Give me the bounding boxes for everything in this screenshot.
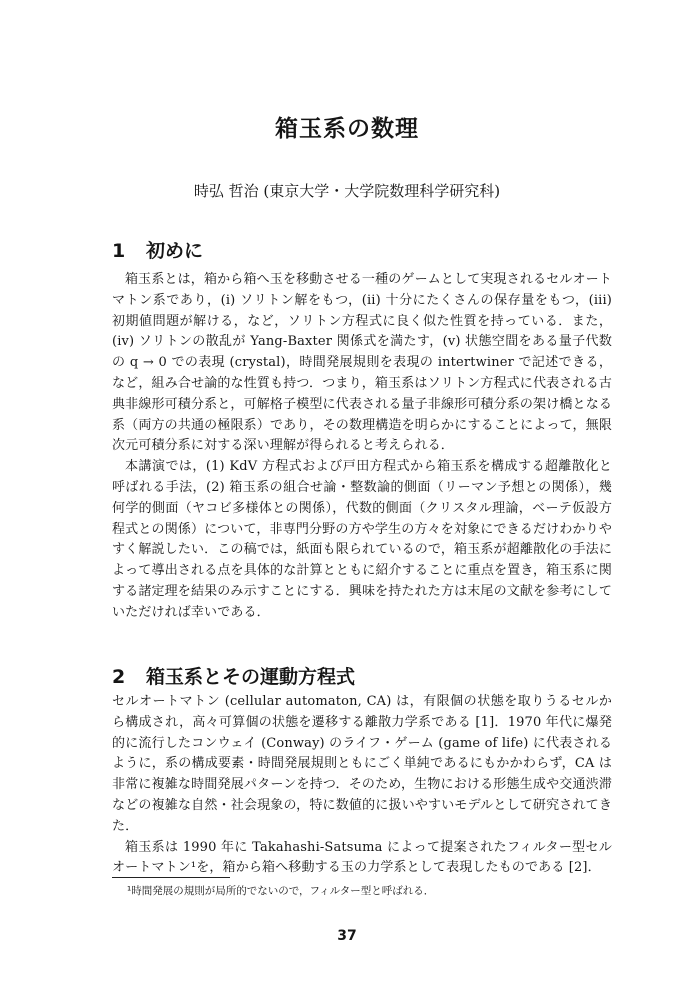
section-2-body: [112, 692, 612, 879]
section-2-title: 箱玉系とその運動方程式: [146, 666, 356, 688]
section-1-heading: [112, 236, 203, 263]
section-2-number: 2: [112, 666, 126, 688]
section-1-number: 1: [112, 240, 126, 262]
section-2-paragraph: 箱玉系は 1990 年に Takahashi-Satsuma によって提案されたフィルター型セルオートマトン¹を，箱から箱へ移動する玉の力学系として表現したものである [2]．: [112, 839, 612, 876]
footnote-rule: [112, 877, 230, 878]
section-2-paragraph: セルオートマトン (cellular automaton, CA) は，有限個の状態を取りうるセルから構成され，高々可算個の状態を遷移する離散力学系である [1]．1970 年代に爆発的に流行したコンウェイ (Conway) のライフ・ゲーム (game of life) に代表されるように，系の構成要素・時間発展規則ともにごく単純であるにもかかわらず，CA は非常に複雑な時間発展パターンを持つ．そのため，生物における形態生成や交通渋滞などの複雑な自然・社会現象の，特に数値的に扱いやすいモデルとして研究されてきた．: [112, 694, 612, 834]
page-number: 37: [337, 928, 357, 944]
section-1-title: 初めに: [146, 240, 204, 262]
author-affiliation: 時弘 哲治 (東京大学・大学院数理科学研究科): [193, 182, 501, 200]
section-1-body: [112, 270, 612, 624]
section-1-paragraph: 箱玉系とは，箱から箱へ玉を移動させる一種のゲームとして実現されるセルオートマトン系であり，(i) ソリトン解をもつ，(ii) 十分にたくさんの保存量をもつ，(iii) 初期値問題が解ける，など，ソリトン方程式に良く似た性質を持っている．また，(iv) ソリトンの散乱が Yang-Baxter 関係式を満たす，(v) 状態空間をある量子代数の q → 0 での表現 (crystal)，時間発展規則を表現の intertwiner で記述できる，など，組み合せ論的な性質も持つ．つまり，箱玉系はソリトン方程式に代表される古典非線形可積分系と，可解格子模型に代表される量子非線形可積分系の架け橋となる系（両方の共通の極限系）であり，その数理構造を明らかにすることによって，無限次元可積分系に対する深い理解が得られると考えられる．: [112, 272, 612, 454]
footnote: ¹時間発展の規則が局所的でないので，フィルター型と呼ばれる．: [127, 885, 435, 897]
section-1-paragraph: 本講演では，(1) KdV 方程式および戸田方程式から箱玉系を構成する超離散化と呼ばれる手法，(2) 箱玉系の組合せ論・整数論的側面（リーマン予想との関係），幾何学的側面（ヤコビ多様体との関係），代数的側面（クリスタル理論，ベーテ仮設方程式との関係）について，非専門分野の方や学生の方々を対象にできるだけわかりやすく解説したい．この稿では，紙面も限られているので，箱玉系が超離散化の手法によって導出される点を具体的な計算とともに紹介することに重点を置き，箱玉系に関する諸定理を結果のみ示すことにする．興味を持たれた方は末尾の文献を参考にしていただければ幸いである．: [112, 459, 612, 620]
section-2-heading: [112, 662, 355, 689]
paper-title: 箱玉系の数理: [275, 116, 419, 142]
